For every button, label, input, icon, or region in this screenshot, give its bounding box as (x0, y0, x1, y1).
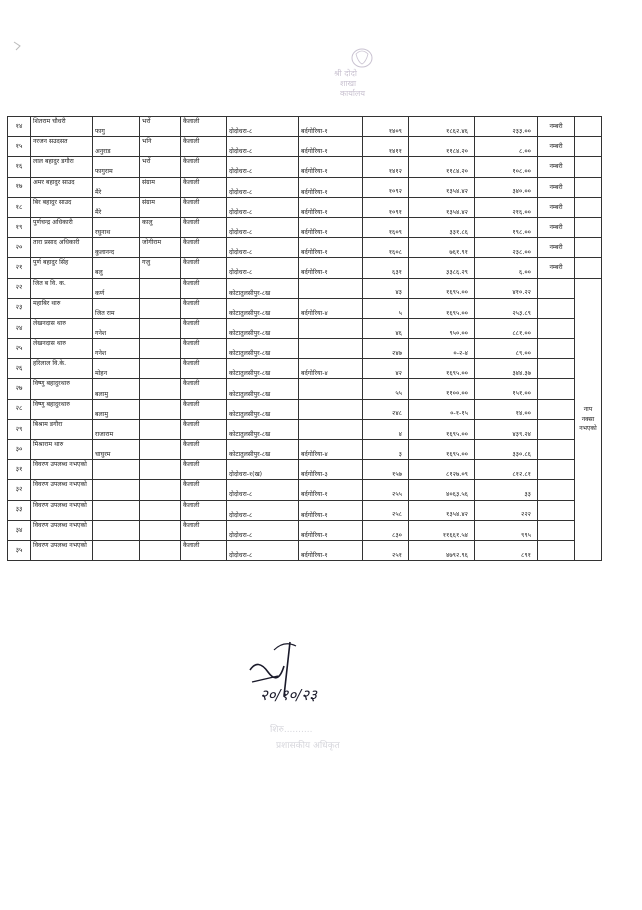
extra-cell (575, 137, 602, 157)
valuation-cell: १९८.०० (475, 217, 538, 237)
grandfather-name-cell: भर्रो (140, 117, 181, 137)
owner-name-cell: विष्णु बहादुरथारु (31, 379, 93, 399)
area-value-cell: ११००.०० (409, 379, 475, 399)
district-cell: कैलाली (181, 419, 227, 439)
serial-number-cell: २० (8, 238, 31, 258)
area-value-cell: ०-२-४ (409, 339, 475, 359)
area-value-cell: १६९५.०० (409, 440, 475, 460)
owner-name-cell: हरिलाल वि.के. (31, 359, 93, 379)
remark-cell (538, 278, 575, 298)
kitta-number-cell: २५८ (363, 500, 409, 520)
table-row (8, 278, 602, 298)
vdc-ward-cell: दोदोधरा-८ (227, 520, 299, 540)
district-cell: कैलाली (181, 359, 227, 379)
grandfather-name-cell (140, 419, 181, 439)
district-cell: कैलाली (181, 379, 227, 399)
grandfather-name-cell (140, 399, 181, 419)
serial-number-cell: २७ (8, 379, 31, 399)
table-row (8, 339, 602, 359)
serial-number-cell: ३४ (8, 520, 31, 540)
father-name-cell: बलु (93, 258, 140, 278)
grandfather-name-cell: संग्राम (140, 197, 181, 217)
serial-number-cell: ३२ (8, 480, 31, 500)
area-cell: बर्दगोरिया-४ (299, 440, 363, 460)
district-cell: कैलाली (181, 480, 227, 500)
owner-name-cell: बिर बहादुर साउद (31, 197, 93, 217)
table-row (8, 419, 602, 439)
remark-cell (538, 520, 575, 540)
grandfather-name-cell (140, 298, 181, 318)
valuation-cell: २३३.०० (475, 117, 538, 137)
table-row (8, 359, 602, 379)
remark-cell (538, 500, 575, 520)
serial-number-cell: २५ (8, 339, 31, 359)
vdc-ward-cell: दोदोधरा-८ (227, 137, 299, 157)
remark-cell: नम्बरी (538, 117, 575, 137)
grandfather-name-cell (140, 359, 181, 379)
area-cell: बर्दगोरिया-१ (299, 197, 363, 217)
grandfather-name-cell: जोगीराम (140, 238, 181, 258)
remark-cell (538, 379, 575, 399)
serial-number-cell: २९ (8, 419, 31, 439)
remark-cell (538, 440, 575, 460)
table-row (8, 117, 602, 137)
district-cell: कैलाली (181, 137, 227, 157)
remark-cell: नम्बरी (538, 217, 575, 237)
vdc-ward-cell: दोदोधरा-८ (227, 238, 299, 258)
district-cell: कैलाली (181, 177, 227, 197)
remark-cell: नम्बरी (538, 197, 575, 217)
kitta-number-cell: १०९१ (363, 197, 409, 217)
remark-cell: नम्बरी (538, 137, 575, 157)
serial-number-cell: १४ (8, 117, 31, 137)
valuation-cell: ४३९.२४ (475, 419, 538, 439)
district-cell: कैलाली (181, 399, 227, 419)
valuation-cell: ६.०० (475, 258, 538, 278)
kitta-number-cell: ६३१ (363, 258, 409, 278)
grandfather-name-cell (140, 460, 181, 480)
owner-name-cell: नरजन सउदसत (31, 137, 93, 157)
grandfather-name-cell (140, 520, 181, 540)
vdc-ward-cell: कोटातुलसीपुर-८ख (227, 379, 299, 399)
remark-cell: नम्बरी (538, 258, 575, 278)
grandfather-name-cell (140, 318, 181, 338)
grandfather-name-cell (140, 278, 181, 298)
area-cell (299, 379, 363, 399)
remark-cell: नम्बरी (538, 238, 575, 258)
extra-cell (575, 157, 602, 177)
area-value-cell: ३३८६.२९ (409, 258, 475, 278)
owner-name-cell: लेखनदास थारु (31, 318, 93, 338)
vdc-ward-cell: दोदोधरा-१(ख) (227, 460, 299, 480)
father-name-cell: चाघुरम (93, 440, 140, 460)
table-row (8, 197, 602, 217)
area-value-cell: १६९५.०० (409, 278, 475, 298)
father-name-cell: मैरे (93, 177, 140, 197)
area-cell: बर्दगोरिया-१ (299, 480, 363, 500)
table-row (8, 460, 602, 480)
father-name-cell: राजाराम (93, 419, 140, 439)
vdc-ward-cell: दोदोधरा-८ (227, 117, 299, 137)
area-value-cell: ९५०.०० (409, 318, 475, 338)
land-records-table (7, 116, 602, 561)
kitta-number-cell: २४७ (363, 339, 409, 359)
valuation-cell: ८९.०० (475, 339, 538, 359)
grandfather-name-cell (140, 440, 181, 460)
valuation-cell: ९९५ (475, 520, 538, 540)
vdc-ward-cell: दोदोधरा-८ (227, 197, 299, 217)
grandfather-name-cell: भर्रो (140, 157, 181, 177)
vdc-ward-cell: कोटातुलसीपुर-८ख (227, 440, 299, 460)
area-cell (299, 318, 363, 338)
corner-mark (12, 40, 26, 54)
vdc-ward-cell: कोटातुलसीपुर-८ख (227, 318, 299, 338)
father-name-cell: गनेश (93, 318, 140, 338)
owner-name-cell: लेखनदास थारु (31, 339, 93, 359)
kitta-number-cell: ५ (363, 298, 409, 318)
table-row (8, 177, 602, 197)
district-cell: कैलाली (181, 520, 227, 540)
extra-cell (575, 258, 602, 278)
vdc-ward-cell: कोटातुलसीपुर-८ख (227, 399, 299, 419)
valuation-cell: २१६.०० (475, 197, 538, 217)
serial-number-cell: २६ (8, 359, 31, 379)
owner-name-cell: बिश्राम डगौरा (31, 419, 93, 439)
valuation-cell: ३४४.३७ (475, 359, 538, 379)
table-row (8, 379, 602, 399)
father-name-cell (93, 480, 140, 500)
table-row (8, 540, 602, 560)
official-stamp (322, 40, 400, 106)
kitta-number-cell: १५७ (363, 460, 409, 480)
table-row (8, 298, 602, 318)
area-cell: बर्दगोरिया-१ (299, 157, 363, 177)
area-value-cell: ११६६१.५४ (409, 520, 475, 540)
valuation-cell: ३३०.८६ (475, 440, 538, 460)
remark-cell (538, 339, 575, 359)
table-row (8, 137, 602, 157)
vdc-ward-cell: दोदोधरा-८ (227, 500, 299, 520)
remark-cell (538, 359, 575, 379)
district-cell: कैलाली (181, 238, 227, 258)
serial-number-cell: ३१ (8, 460, 31, 480)
grandfather-name-cell (140, 500, 181, 520)
kitta-number-cell: ३ (363, 440, 409, 460)
owner-name-cell: विवरण उपलब्ध नभएको (31, 540, 93, 560)
remark-cell (538, 540, 575, 560)
area-cell: बर्दगोरिया-४ (299, 359, 363, 379)
owner-name-cell: विवरण उपलब्ध नभएको (31, 520, 93, 540)
father-name-cell: मोहन (93, 359, 140, 379)
father-name-cell: मैरे (93, 197, 140, 217)
serial-number-cell: १६ (8, 157, 31, 177)
serial-number-cell: ३३ (8, 500, 31, 520)
owner-name-cell: विवरण उपलब्ध नभएको (31, 460, 93, 480)
area-value-cell: १३५४.४२ (409, 197, 475, 217)
area-cell (299, 339, 363, 359)
extra-cell (575, 217, 602, 237)
table-row (8, 440, 602, 460)
vdc-ward-cell: दोदोधरा-८ (227, 480, 299, 500)
area-cell: बर्दगोरिया-१ (299, 217, 363, 237)
area-value-cell: ३३१.८६ (409, 217, 475, 237)
owner-name-cell: विवरण उपलब्ध नभएको (31, 500, 93, 520)
stamp-text-line: श्री दोदो (334, 69, 357, 78)
table-row (8, 500, 602, 520)
extra-cell (575, 177, 602, 197)
table-row (8, 238, 602, 258)
table-row (8, 157, 602, 177)
owner-name-cell: मिश्राराम थारु (31, 440, 93, 460)
valuation-cell: ८८१.०० (475, 318, 538, 338)
vdc-ward-cell: कोटातुलसीपुर-८ख (227, 298, 299, 318)
area-value-cell: १६९५.०० (409, 298, 475, 318)
kitta-number-cell: १६०९ (363, 217, 409, 237)
district-cell: कैलाली (181, 197, 227, 217)
grandfather-name-cell: भनि (140, 137, 181, 157)
table-row (8, 399, 602, 419)
owner-name-cell: जित ब वि. क. (31, 278, 93, 298)
serial-number-cell: २४ (8, 318, 31, 338)
area-cell: बर्दगोरिया-१ (299, 117, 363, 137)
vdc-ward-cell: कोटातुलसीपुर-८ख (227, 419, 299, 439)
district-cell: कैलाली (181, 540, 227, 560)
serial-number-cell: २१ (8, 258, 31, 278)
table-row (8, 318, 602, 338)
area-value-cell: ०-१-१५ (409, 399, 475, 419)
table-row (8, 520, 602, 540)
kitta-number-cell: ५५ (363, 379, 409, 399)
father-name-cell (93, 460, 140, 480)
table-row (8, 480, 602, 500)
area-value-cell: ८१२७.०९ (409, 460, 475, 480)
remark-cell (538, 318, 575, 338)
owner-name-cell: महाबिर थारु (31, 298, 93, 318)
extra-cell (575, 197, 602, 217)
district-cell: कैलाली (181, 157, 227, 177)
area-cell: बर्दगोरिया-१ (299, 258, 363, 278)
remark-cell (538, 298, 575, 318)
table-row (8, 217, 602, 237)
officer-stamp (268, 714, 364, 768)
valuation-cell: १५१.०० (475, 379, 538, 399)
kitta-number-cell: २४८ (363, 399, 409, 419)
father-name-cell: गनेश (93, 339, 140, 359)
vdc-ward-cell: दोदोधरा-८ (227, 540, 299, 560)
father-name-cell: फागुराम (93, 157, 140, 177)
father-name-cell: रघुनाथ (93, 217, 140, 237)
kitta-number-cell: ४२ (363, 359, 409, 379)
area-value-cell: ११८४.२० (409, 157, 475, 177)
extra-cell (575, 238, 602, 258)
vdc-ward-cell: कोटातुलसीपुर-८ख (227, 359, 299, 379)
father-name-cell (93, 500, 140, 520)
valuation-cell: ४१०.२२ (475, 278, 538, 298)
area-value-cell: १८६२.४६ (409, 117, 475, 137)
district-cell: कैलाली (181, 298, 227, 318)
serial-number-cell: १९ (8, 217, 31, 237)
serial-number-cell: ३५ (8, 540, 31, 560)
merged-remark-cell: नाप नक्सा नभएको (575, 278, 602, 561)
extra-cell (575, 117, 602, 137)
father-name-cell: कर्ण (93, 278, 140, 298)
signature (244, 636, 340, 708)
district-cell: कैलाली (181, 500, 227, 520)
serial-number-cell: २३ (8, 298, 31, 318)
district-cell: कैलाली (181, 318, 227, 338)
valuation-cell: १०८.०० (475, 157, 538, 177)
kitta-number-cell: ८३० (363, 520, 409, 540)
signature-date: २०/१०/२३ (260, 686, 317, 704)
table-row (8, 258, 602, 278)
remark-cell (538, 399, 575, 419)
area-cell: बर्दगोरिया-१ (299, 137, 363, 157)
grandfather-name-cell (140, 540, 181, 560)
kitta-number-cell: ४ (363, 419, 409, 439)
father-name-cell: फागु (93, 117, 140, 137)
area-cell (299, 419, 363, 439)
kitta-number-cell: १४१२ (363, 157, 409, 177)
kitta-number-cell: ४६ (363, 318, 409, 338)
area-cell (299, 278, 363, 298)
owner-name-cell: शितराम चौधरी (31, 117, 93, 137)
district-cell: कैलाली (181, 117, 227, 137)
area-cell: बर्दगोरिया-१ (299, 540, 363, 560)
officer-stamp-line-2: प्रशासकीय अधिकृत (276, 741, 340, 751)
district-cell: कैलाली (181, 217, 227, 237)
father-name-cell: बलामु (93, 399, 140, 419)
kitta-number-cell: ४३ (363, 278, 409, 298)
owner-name-cell: पुर्ण बहादुर सिंह (31, 258, 93, 278)
father-name-cell (93, 520, 140, 540)
vdc-ward-cell: दोदोधरा-८ (227, 177, 299, 197)
district-cell: कैलाली (181, 460, 227, 480)
remark-cell (538, 419, 575, 439)
area-cell: बर्दगोरिया-१ (299, 177, 363, 197)
area-value-cell: १३५४.४२ (409, 177, 475, 197)
area-cell (299, 399, 363, 419)
valuation-cell: ३४०.०० (475, 177, 538, 197)
owner-name-cell: विवरण उपलब्ध नभएको (31, 480, 93, 500)
serial-number-cell: १७ (8, 177, 31, 197)
area-value-cell: ११८४.२० (409, 137, 475, 157)
vdc-ward-cell: कोटातुलसीपुर-८ख (227, 278, 299, 298)
valuation-cell: २३८.०० (475, 238, 538, 258)
area-value-cell: १६९५.०० (409, 419, 475, 439)
father-name-cell (93, 540, 140, 560)
kitta-number-cell: १४०९ (363, 117, 409, 137)
district-cell: कैलाली (181, 278, 227, 298)
valuation-cell: २२२ (475, 500, 538, 520)
vdc-ward-cell: दोदोधरा-८ (227, 217, 299, 237)
vdc-ward-cell: दोदोधरा-८ (227, 157, 299, 177)
vdc-ward-cell: कोटातुलसीपुर-८ख (227, 339, 299, 359)
owner-name-cell: अमर बहादुर साउद (31, 177, 93, 197)
district-cell: कैलाली (181, 440, 227, 460)
officer-stamp-line-1: शिरु.......... (270, 725, 313, 735)
grandfather-name-cell: कालु (140, 217, 181, 237)
valuation-cell: ८.०० (475, 137, 538, 157)
father-name-cell: अनुराड (93, 137, 140, 157)
owner-name-cell: विष्णु बहादुरथारु (31, 399, 93, 419)
grandfather-name-cell: गजु (140, 258, 181, 278)
grandfather-name-cell (140, 379, 181, 399)
valuation-cell: ८९१ (475, 540, 538, 560)
kitta-number-cell: १०९२ (363, 177, 409, 197)
owner-name-cell: लाल बहादुर डगौरा (31, 157, 93, 177)
area-cell: बर्दगोरिया-१ (299, 500, 363, 520)
valuation-cell: ३३ (475, 480, 538, 500)
kitta-number-cell: २५५ (363, 480, 409, 500)
remark-cell (538, 480, 575, 500)
owner-name-cell: तारा प्रसाद अधिकारी (31, 238, 93, 258)
district-cell: कैलाली (181, 258, 227, 278)
grandfather-name-cell (140, 480, 181, 500)
vdc-ward-cell: दोदोधरा-८ (227, 258, 299, 278)
stamp-text-line: शाखा (340, 79, 357, 88)
valuation-cell: २५३.८९ (475, 298, 538, 318)
serial-number-cell: २८ (8, 399, 31, 419)
area-value-cell: ४०६३.५६ (409, 480, 475, 500)
owner-name-cell: पुर्णचन्द्र अधिकारी (31, 217, 93, 237)
father-name-cell: जित राम (93, 298, 140, 318)
grandfather-name-cell (140, 339, 181, 359)
area-value-cell: ७६१.९१ (409, 238, 475, 258)
area-cell: बर्दगोरिया-३ (299, 460, 363, 480)
serial-number-cell: १५ (8, 137, 31, 157)
area-cell: बर्दगोरिया-१ (299, 520, 363, 540)
kitta-number-cell: १४११ (363, 137, 409, 157)
area-value-cell: १३५४.४२ (409, 500, 475, 520)
district-cell: कैलाली (181, 339, 227, 359)
area-cell: बर्दगोरिया-१ (299, 238, 363, 258)
valuation-cell: ८१२.८१ (475, 460, 538, 480)
valuation-cell: १४.०० (475, 399, 538, 419)
serial-number-cell: १८ (8, 197, 31, 217)
father-name-cell: बलामु (93, 379, 140, 399)
stamp-text-line: कार्यालय (340, 89, 365, 98)
remark-cell (538, 460, 575, 480)
kitta-number-cell: २५१ (363, 540, 409, 560)
kitta-number-cell: १६०८ (363, 238, 409, 258)
grandfather-name-cell: संग्राम (140, 177, 181, 197)
serial-number-cell: २२ (8, 278, 31, 298)
remark-cell: नम्बरी (538, 157, 575, 177)
area-cell: बर्दगोरिया-४ (299, 298, 363, 318)
serial-number-cell: ३० (8, 440, 31, 460)
area-value-cell: १६९५.०० (409, 359, 475, 379)
father-name-cell: कुलानन्द (93, 238, 140, 258)
remark-cell: नम्बरी (538, 177, 575, 197)
area-value-cell: ४७९२.९६ (409, 540, 475, 560)
